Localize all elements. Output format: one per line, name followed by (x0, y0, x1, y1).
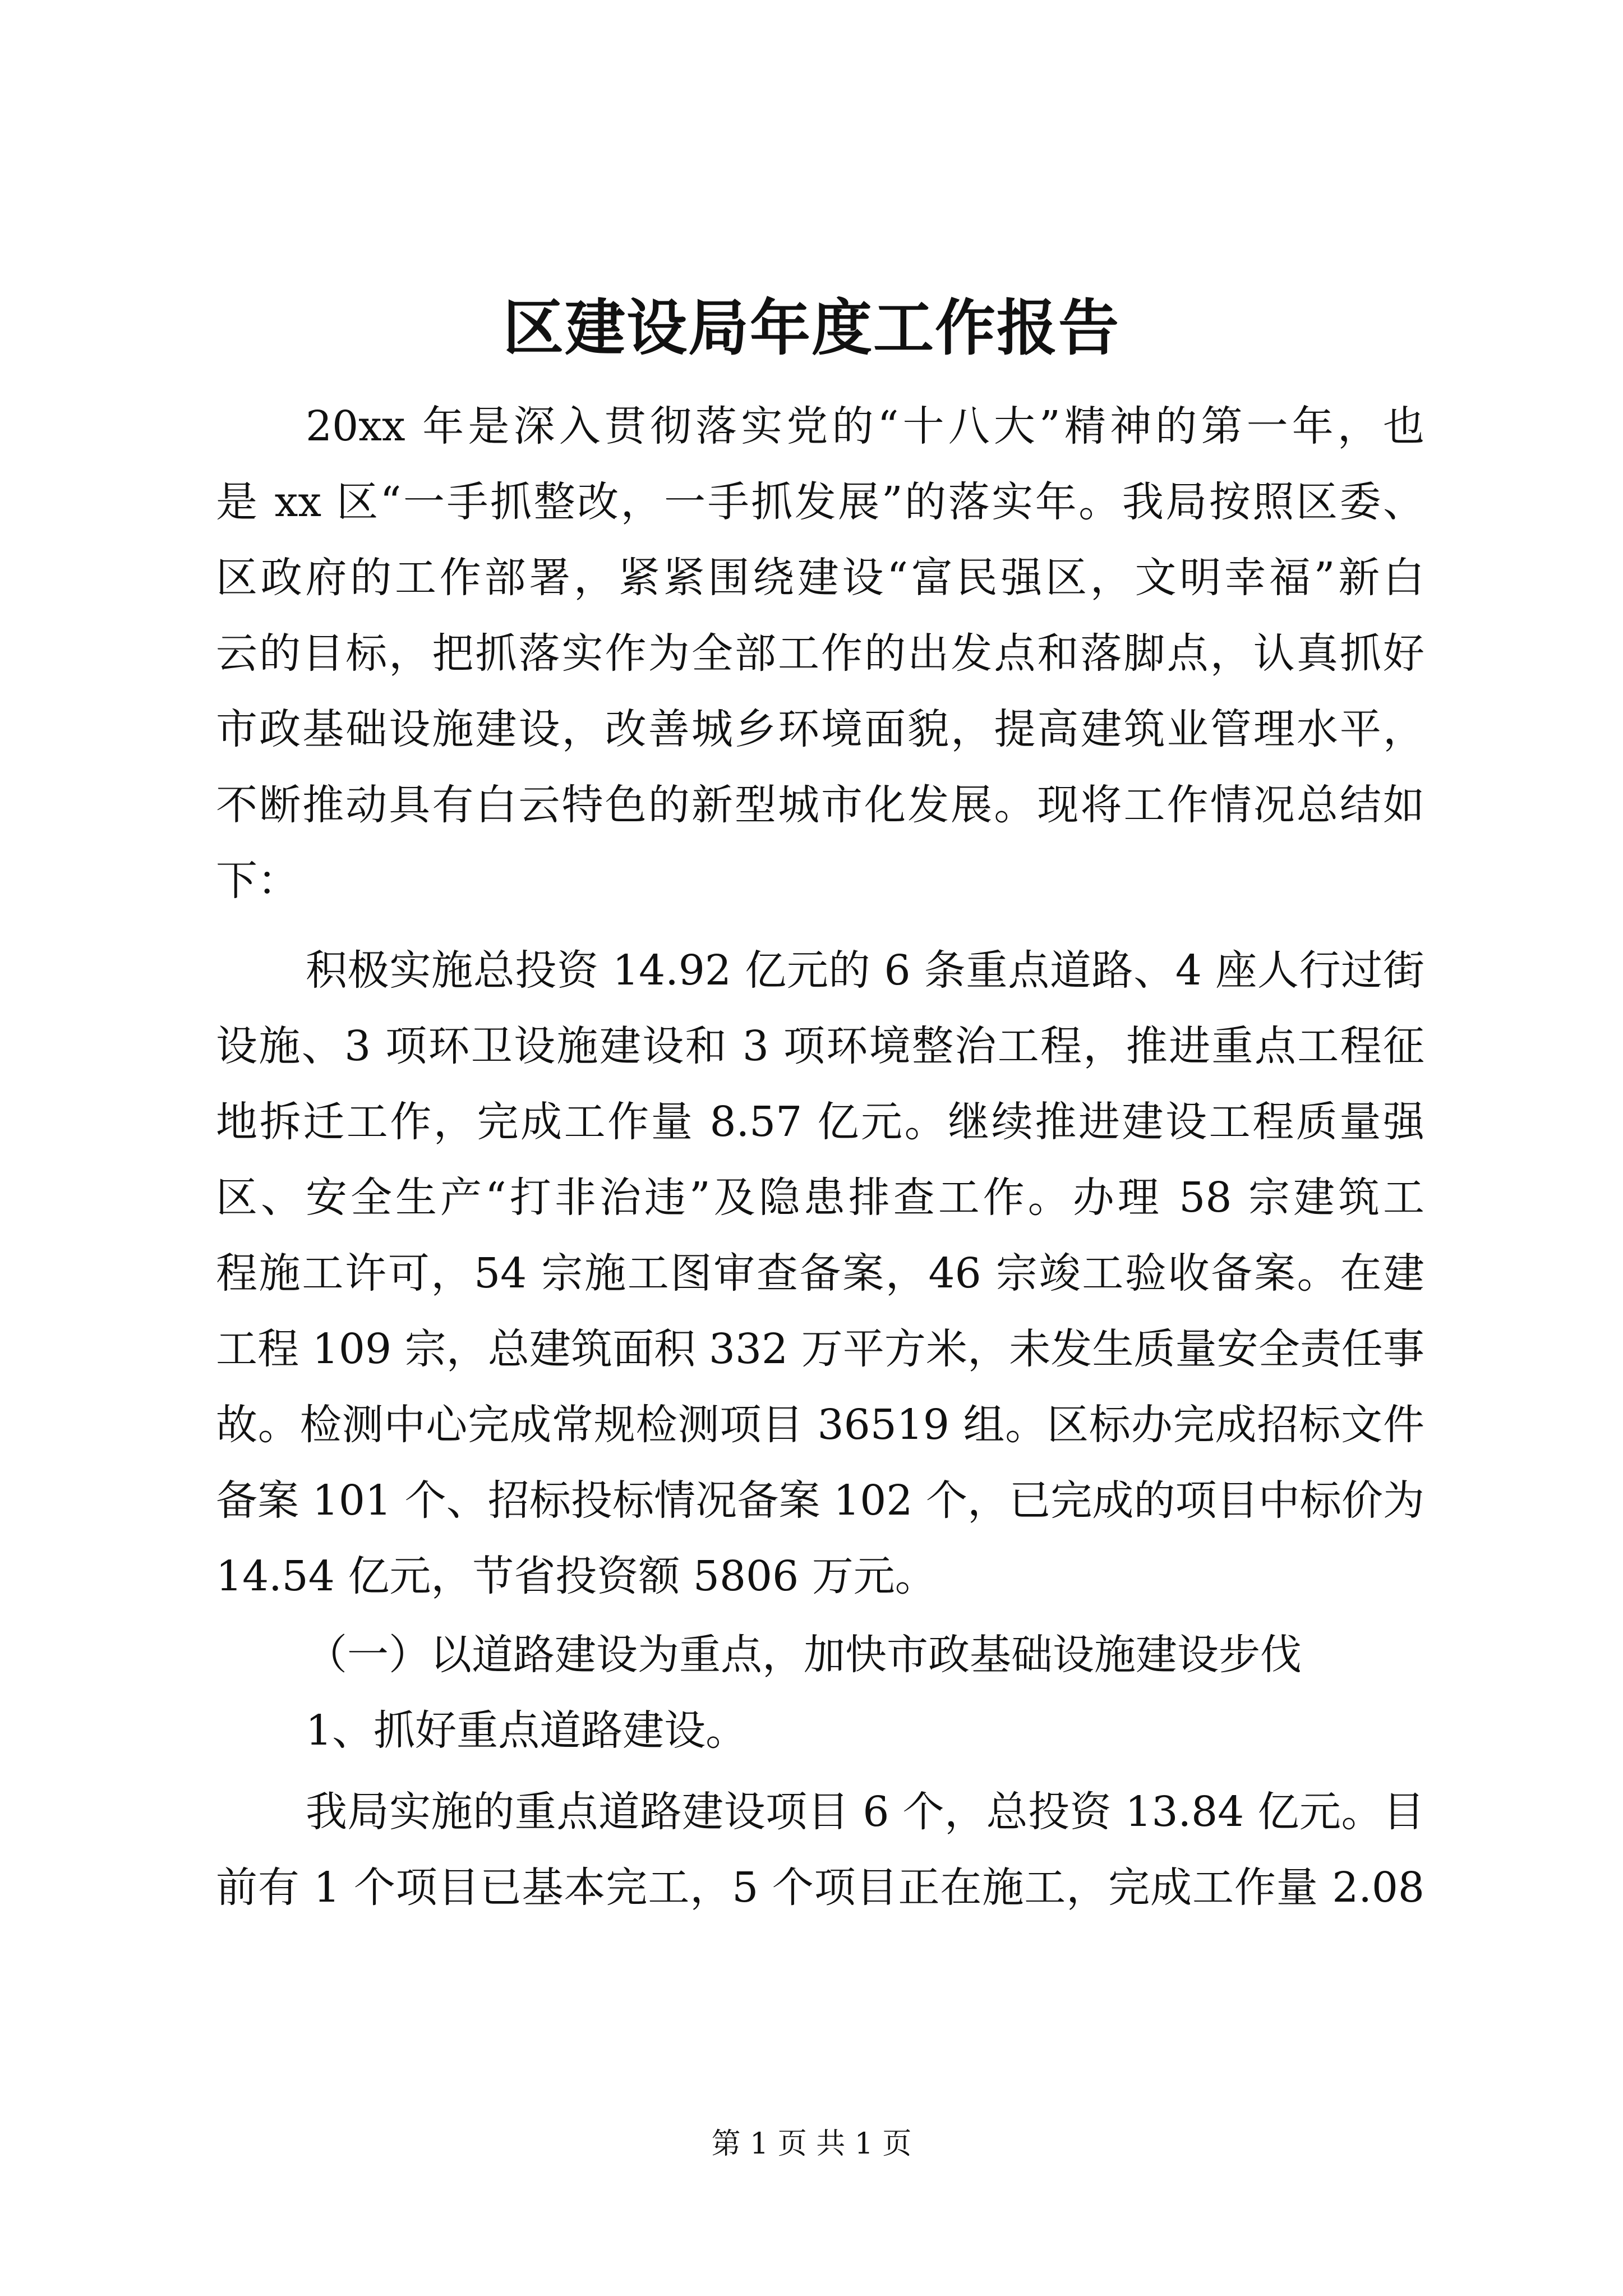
paragraph-line: 20xx 年是深入贯彻落实党的“十八大”精神的第一年，也 (306, 402, 1424, 450)
paragraph-line: 故。检测中心完成常规检测项目 36519 组。区标办完成招标文件 (216, 1401, 1424, 1449)
document-title: 区建设局年度工作报告 (502, 293, 1120, 364)
paragraph-line: 下： (216, 857, 299, 905)
paragraph-line: 备案 101 个、招标投标情况备案 102 个，已完成的项目中标价为 (216, 1476, 1424, 1525)
paragraph-line: 不断推动具有白云特色的新型城市化发展。现将工作情况总结如 (216, 781, 1424, 829)
paragraph-line: 区、安全生产“打非治违”及隐患排查工作。办理 58 宗建筑工 (216, 1174, 1424, 1222)
paragraph-line: 设施、3 项环卫设施建设和 3 项环境整治工程，推进重点工程征 (216, 1022, 1424, 1070)
paragraph-line: 市政基础设施建设，改善城乡环境面貌，提高建筑业管理水平， (216, 705, 1424, 753)
subsection-heading: 1、抓好重点道路建设。 (306, 1706, 748, 1755)
paragraph-line: 区政府的工作部署，紧紧围绕建设“富民强区，文明幸福”新白 (216, 554, 1424, 602)
page-number-footer: 第 1 页 共 1 页 (711, 2127, 912, 2161)
paragraph-line: 是 xx 区“一手抓整改，一手抓发展”的落实年。我局按照区委、 (216, 478, 1424, 526)
paragraph-line: 工程 109 宗，总建筑面积 332 万平方米，未发生质量安全责任事 (216, 1325, 1424, 1373)
paragraph-line: 前有 1 个项目已基本完工，5 个项目正在施工，完成工作量 2.08 (216, 1864, 1424, 1912)
paragraph-line: 我局实施的重点道路建设项目 6 个，总投资 13.84 亿元。目 (306, 1788, 1424, 1836)
paragraph-line: 程施工许可，54 宗施工图审查备案，46 宗竣工验收备案。在建 (216, 1249, 1424, 1297)
paragraph-line: 14.54 亿元，节省投资额 5806 万元。 (216, 1552, 937, 1600)
paragraph-line: 积极实施总投资 14.92 亿元的 6 条重点道路、4 座人行过街 (306, 946, 1424, 995)
paragraph-line: 地拆迁工作，完成工作量 8.57 亿元。继续推进建设工程质量强 (216, 1098, 1424, 1146)
section-heading: （一）以道路建设为重点，加快市政基础设施建设步伐 (306, 1631, 1302, 1679)
paragraph-line: 云的目标，把抓落实作为全部工作的出发点和落脚点，认真抓好 (216, 629, 1424, 678)
